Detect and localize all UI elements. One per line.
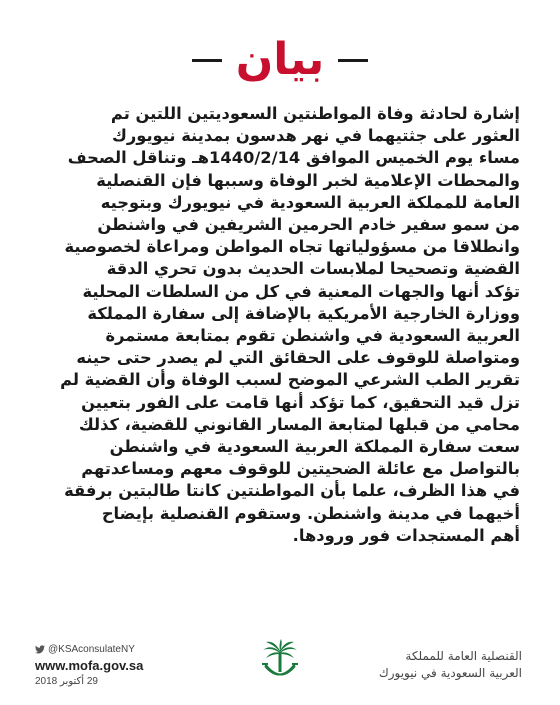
- body-line: مساء يوم الخميس الموافق 1440/2/14هـ وتناقل الصحف: [67, 148, 520, 168]
- title-divider-right: [338, 59, 368, 62]
- body-line: محامي من قبلها لمتابعة المسار القانوني للقضية، كذلك: [78, 414, 520, 434]
- website-link[interactable]: www.mofa.gov.sa: [35, 658, 144, 673]
- title-divider-left: [192, 59, 222, 62]
- document-title: بيان: [235, 34, 325, 85]
- consulate-name-line-2: العربية السعودية في نيويورك: [378, 666, 522, 680]
- body-line: ومتواصلة للوقوف على الحقائق التي لم يصدر حتى حينه: [76, 348, 520, 368]
- title-row: [0, 30, 560, 90]
- body-line: أخيهما في مدينة واشنطن. وستقوم القنصلية بإيضاح: [101, 503, 520, 523]
- body-line: العامة للمملكة العربية السعودية في نيويورك وبتوجيه: [100, 192, 520, 212]
- palm-swords-emblem-icon: [259, 638, 301, 684]
- body-line: أهم المستجدات فور ورودها.: [292, 525, 520, 545]
- twitter-bird-icon: [35, 645, 45, 654]
- statement-date: 29 أكتوبر 2018: [35, 676, 98, 687]
- body-line: والمحطات الإعلامية لخبر الوفاة وسببها فإن القنصلية: [96, 170, 520, 190]
- body-line: العثور على جثتيهما في نهر هدسون بمدينة نيويورك: [111, 126, 520, 146]
- consulate-name: [352, 648, 522, 682]
- body-line: من سمو سفير خادم الحرمين الشريفين في واشنطن: [97, 215, 520, 235]
- consulate-name-line-1: القنصلية العامة للمملكة: [405, 649, 522, 663]
- body-line: تقرير الطب الشرعي الموضح لسبب الوفاة وأن القضية لم: [60, 370, 520, 390]
- footer-contact: [35, 644, 185, 687]
- body-line: وانطلاقا من مسؤولياتها تجاه المواطن ومراعاة لخصوصية: [64, 237, 520, 257]
- body-line: تزل قيد التحقيق، كما تؤكد أنها قامت على الفور بتعيين: [81, 392, 520, 412]
- body-line: إشارة لحادثة وفاة المواطنتين السعوديتين اللتين تم: [110, 104, 520, 123]
- body-line: تؤكد أنها والجهات المعنية في كل من السلطات المحلية: [82, 281, 520, 301]
- body-line: القضية وتصحيحا لملابسات الحديث بدون تحري الدقة: [106, 259, 520, 279]
- statement-body: [40, 103, 520, 547]
- body-line: سعت سفارة المملكة العربية السعودية في واشنطن: [109, 437, 520, 457]
- body-line: العربية السعودية في واشنطن تقوم بمتابعة مستمرة: [105, 326, 520, 346]
- twitter-handle: @KSAconsulateNY: [48, 644, 135, 655]
- body-line: ووزارة الخارجية الأمريكية بالإضافة إلى سفارة المملكة: [87, 303, 520, 323]
- body-line: بالتواصل مع عائلة الضحيتين للوقوف معهم ومساعدتهم: [81, 459, 520, 479]
- body-line: في هذا الظرف، علما بأن المواطنتين كانتا طالبتين برفقة: [64, 481, 520, 501]
- twitter-handle-row: [35, 644, 185, 655]
